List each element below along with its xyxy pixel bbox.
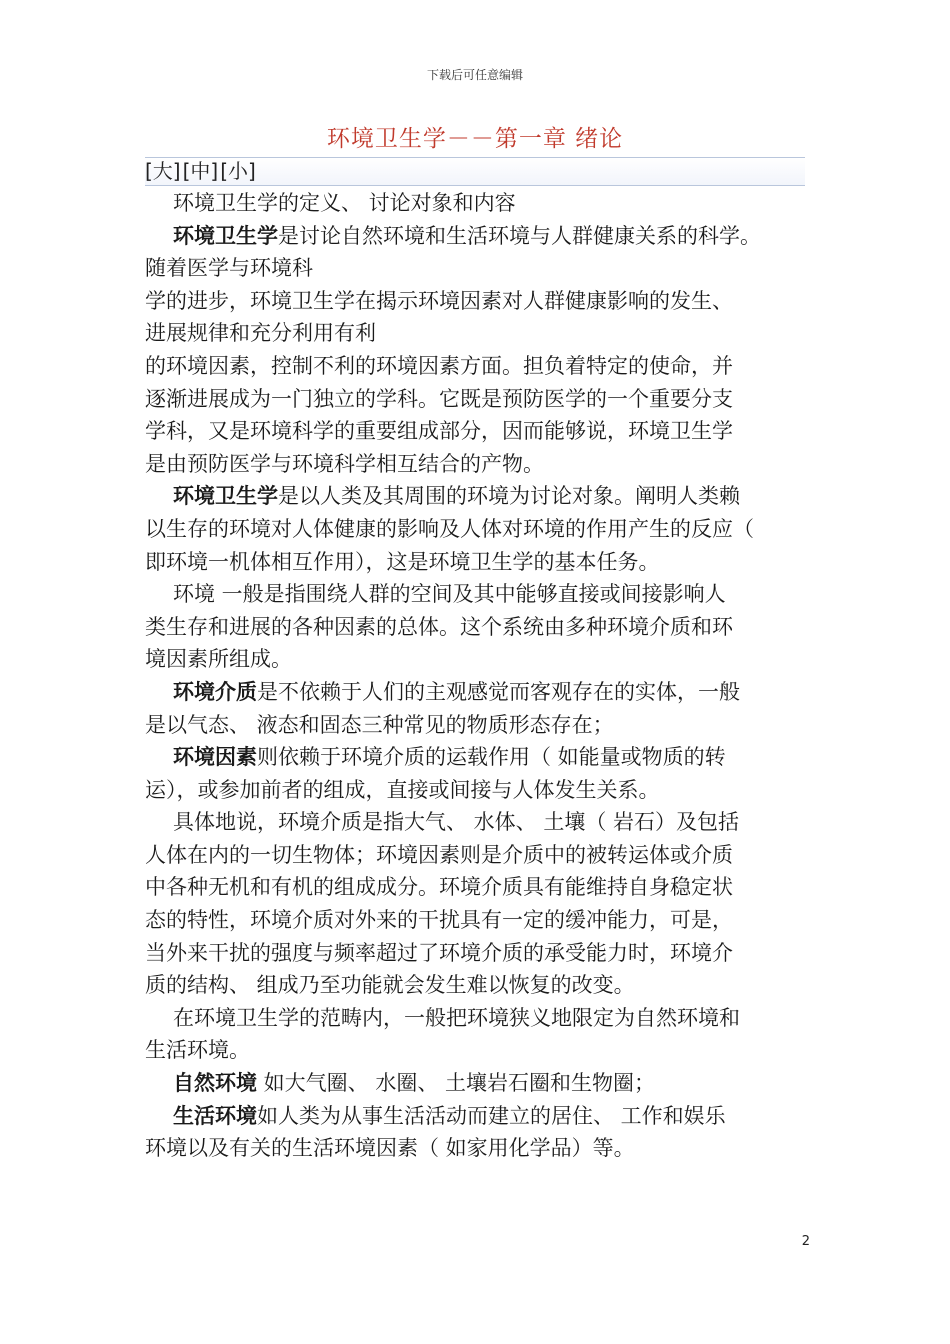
term-bold: 环境卫生学 [173, 223, 278, 248]
text-line: 生活环境。 [145, 1038, 250, 1063]
text-line: 境因素所组成。 [145, 647, 292, 672]
text-line: 以生存的环境对人体健康的影响及人体对环境的作用产生的反应（ [145, 516, 754, 541]
font-size-controls [145, 157, 805, 186]
text-line: 自然环境 如大气圈、 水圈、 土壤岩石圈和生物圈； [173, 1071, 656, 1096]
text-line: 运），或参加前者的组成，直接或间接与人体发生关系。 [145, 777, 660, 802]
page-title: 环境卫生学－－第一章 绪论 [326, 126, 624, 152]
text-line: 环境以及有关的生活环境因素（ 如家用化学品）等。 [145, 1136, 635, 1161]
text-line: 态的特性，环境介质对外来的干扰具有一定的缓冲能力，可是， [145, 908, 733, 933]
text-line: 类生存和进展的各种因素的总体。这个系统由多种环境介质和环 [145, 614, 733, 639]
text-line: 环境因素则依赖于环境介质的运载作用（ 如能量或物质的转 [173, 745, 726, 770]
text-line: 逐渐进展成为一门独立的学科。它既是预防医学的一个重要分支 [145, 386, 733, 411]
text-line: 环境 一般是指围绕人群的空间及其中能够直接或间接影响人 [173, 582, 726, 607]
text-line: 人体在内的一切生物体；环境因素则是介质中的被转运体或介质 [145, 842, 733, 867]
font-size-medium-button[interactable]: [中] [182, 159, 219, 183]
text-line: 学的进步，环境卫生学在揭示环境因素对人群健康影响的发生、 [145, 288, 733, 313]
term-bold: 环境因素 [173, 745, 257, 770]
page-number: 2 [801, 1234, 810, 1249]
text-line: 随着医学与环境科 [145, 256, 313, 281]
text-line: 在环境卫生学的范畴内，一般把环境狭义地限定为自然环境和 [173, 1005, 740, 1030]
term-bold: 生活环境 [173, 1103, 257, 1128]
text-line: 的环境因素，控制不利的环境因素方面。担负着特定的使命，并 [145, 353, 733, 378]
section-heading: 环境卫生学的定义、 讨论对象和内容 [173, 191, 516, 215]
text-line: 进展规律和充分利用有利 [145, 321, 376, 346]
term-bold: 自然环境 [173, 1071, 257, 1096]
text-line: 环境卫生学是讨论自然环境和生活环境与人群健康关系的科学。 [173, 223, 761, 248]
text-line: 环境介质是不依赖于人们的主观感觉而客观存在的实体，一般 [173, 679, 740, 704]
text-line: 当外来干扰的强度与频率超过了环境介质的承受能力时，环境介 [145, 940, 733, 965]
term-bold: 环境介质 [173, 679, 257, 704]
header-note: 下载后可任意编辑 [426, 68, 523, 82]
text-line: 生活环境如人类为从事生活活动而建立的居住、 工作和娱乐 [173, 1103, 726, 1128]
text-line: 环境卫生学是以人类及其周围的环境为讨论对象。阐明人类赖 [173, 484, 740, 509]
text-line: 是由预防医学与环境科学相互结合的产物。 [145, 451, 544, 476]
text-line: 质的结构、 组成乃至功能就会发生难以恢复的改变。 [145, 973, 635, 998]
article-body [145, 187, 810, 1165]
text-line: 即环境一机体相互作用），这是环境卫生学的基本任务。 [145, 549, 660, 574]
text-line: 学科，又是环境科学的重要组成部分，因而能够说，环境卫生学 [145, 419, 733, 444]
font-size-large-button[interactable]: [大] [145, 159, 181, 183]
font-size-small-button[interactable]: [小] [220, 159, 256, 183]
term-bold: 环境卫生学 [173, 484, 278, 509]
text-line: 是以气态、 液态和固态三种常见的物质形态存在； [145, 712, 614, 737]
text-line: 具体地说，环境介质是指大气、 水体、 土壤（ 岩石）及包括 [173, 810, 740, 835]
text-line: 中各种无机和有机的组成成分。环境介质具有能维持自身稳定状 [145, 875, 733, 900]
